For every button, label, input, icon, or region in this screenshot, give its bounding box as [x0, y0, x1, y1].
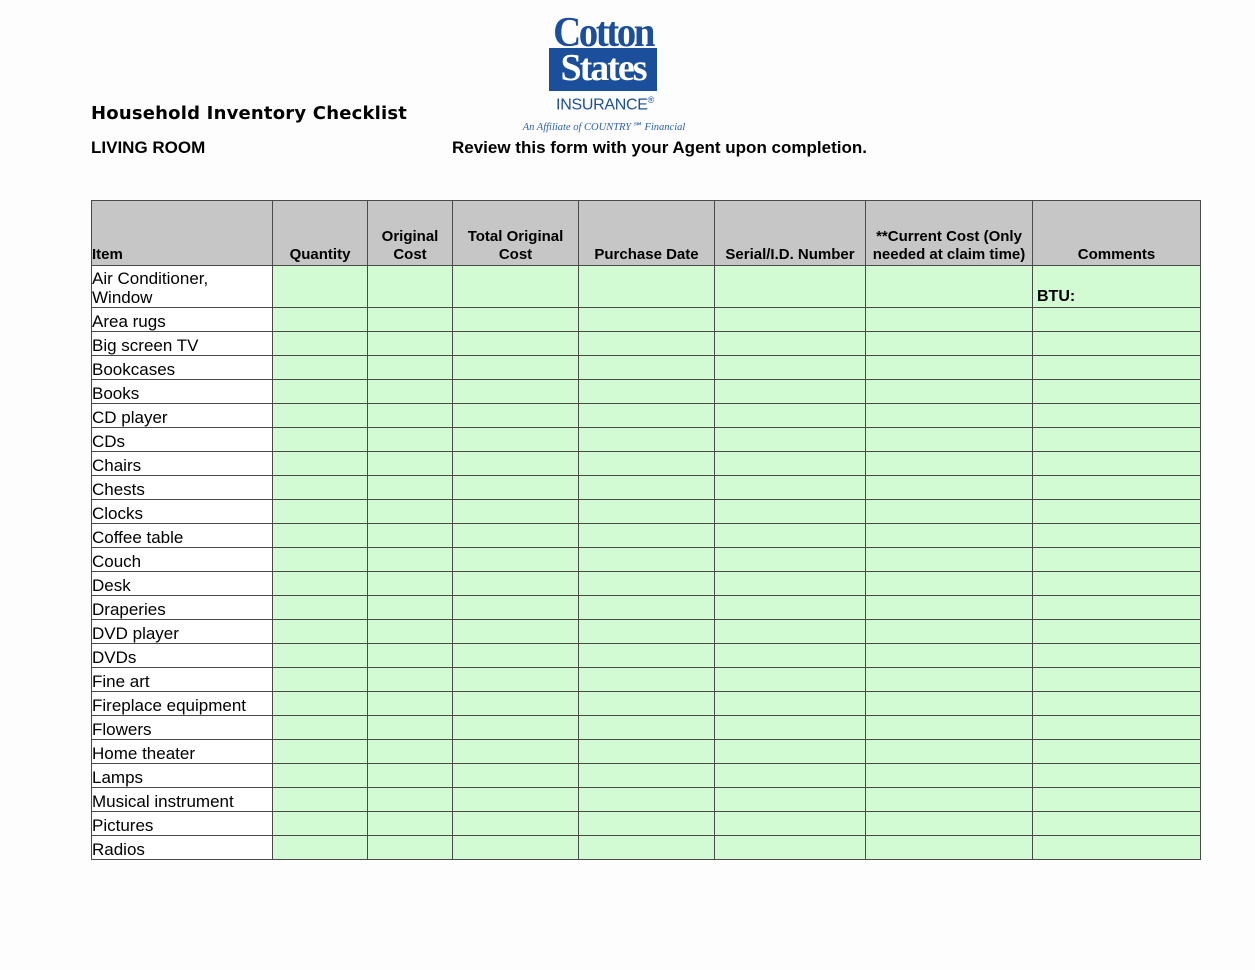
column-header-original-cost: Original Cost — [368, 201, 453, 266]
original-cost-input-cell[interactable] — [368, 380, 453, 404]
current-cost-input-cell[interactable] — [866, 596, 1033, 620]
item-name-cell: Big screen TV — [92, 332, 273, 356]
table-row — [92, 404, 1201, 428]
original-cost-input-cell[interactable] — [368, 404, 453, 428]
original-cost-input-cell[interactable] — [368, 620, 453, 644]
item-name-cell: Clocks — [92, 500, 273, 524]
quantity-input-cell[interactable] — [273, 716, 368, 740]
current-cost-input-cell[interactable] — [866, 740, 1033, 764]
purchase-date-input-cell[interactable] — [579, 404, 715, 428]
purchase-date-input-cell[interactable] — [579, 332, 715, 356]
total-original-cost-input-cell[interactable] — [453, 716, 579, 740]
total-original-cost-input-cell[interactable] — [453, 596, 579, 620]
current-cost-input-cell[interactable] — [866, 308, 1033, 332]
original-cost-input-cell[interactable] — [368, 452, 453, 476]
serial-number-input-cell[interactable] — [715, 572, 866, 596]
original-cost-input-cell[interactable] — [368, 668, 453, 692]
current-cost-input-cell[interactable] — [866, 404, 1033, 428]
original-cost-input-cell[interactable] — [368, 836, 453, 860]
serial-number-input-cell[interactable] — [715, 452, 866, 476]
comments-input-cell[interactable] — [1033, 476, 1201, 500]
review-note: Review this form with your Agent upon completion. — [452, 138, 867, 157]
quantity-input-cell[interactable] — [273, 572, 368, 596]
comments-input-cell[interactable] — [1033, 668, 1201, 692]
purchase-date-input-cell[interactable] — [579, 380, 715, 404]
purchase-date-input-cell[interactable] — [579, 812, 715, 836]
comments-input-cell[interactable] — [1033, 812, 1201, 836]
item-name-cell: Desk — [92, 572, 273, 596]
current-cost-input-cell[interactable] — [866, 812, 1033, 836]
quantity-input-cell[interactable] — [273, 452, 368, 476]
table-row — [92, 716, 1201, 740]
item-name-cell: Chests — [92, 476, 273, 500]
column-header-current-cost: **Current Cost (Only needed at claim time) — [866, 201, 1033, 266]
purchase-date-input-cell[interactable] — [579, 524, 715, 548]
item-name-cell: Musical instrument — [92, 788, 273, 812]
current-cost-input-cell[interactable] — [866, 428, 1033, 452]
purchase-date-input-cell[interactable] — [579, 452, 715, 476]
current-cost-input-cell[interactable] — [866, 668, 1033, 692]
original-cost-input-cell[interactable] — [368, 428, 453, 452]
table-row — [92, 380, 1201, 404]
item-name-cell: Chairs — [92, 452, 273, 476]
comments-input-cell[interactable] — [1033, 644, 1201, 668]
item-name-cell: CD player — [92, 404, 273, 428]
purchase-date-input-cell[interactable] — [579, 836, 715, 860]
purchase-date-input-cell[interactable] — [579, 548, 715, 572]
total-original-cost-input-cell[interactable] — [453, 668, 579, 692]
item-name-cell: Fireplace equipment — [92, 692, 273, 716]
comments-input-cell[interactable] — [1033, 572, 1201, 596]
total-original-cost-input-cell[interactable] — [453, 500, 579, 524]
serial-number-input-cell[interactable] — [715, 812, 866, 836]
logo-line-states: States — [560, 47, 646, 89]
logo-line-insurance — [544, 92, 666, 113]
original-cost-input-cell[interactable] — [368, 692, 453, 716]
purchase-date-input-cell[interactable] — [579, 788, 715, 812]
current-cost-input-cell[interactable] — [866, 788, 1033, 812]
purchase-date-input-cell[interactable] — [579, 500, 715, 524]
current-cost-input-cell[interactable] — [866, 644, 1033, 668]
table-row — [92, 668, 1201, 692]
quantity-input-cell[interactable] — [273, 836, 368, 860]
current-cost-input-cell[interactable] — [866, 452, 1033, 476]
total-original-cost-input-cell[interactable] — [453, 764, 579, 788]
comments-input-cell[interactable] — [1033, 620, 1201, 644]
comments-input-cell[interactable] — [1033, 500, 1201, 524]
serial-number-input-cell[interactable] — [715, 644, 866, 668]
current-cost-input-cell[interactable] — [866, 266, 1033, 308]
quantity-input-cell[interactable] — [273, 266, 368, 308]
item-name-cell: Draperies — [92, 596, 273, 620]
serial-number-input-cell[interactable] — [715, 380, 866, 404]
serial-number-input-cell[interactable] — [715, 404, 866, 428]
table-row — [92, 572, 1201, 596]
comments-input-cell[interactable] — [1033, 404, 1201, 428]
serial-number-input-cell[interactable] — [715, 764, 866, 788]
purchase-date-input-cell[interactable] — [579, 764, 715, 788]
serial-number-input-cell[interactable] — [715, 524, 866, 548]
table-row — [92, 596, 1201, 620]
inventory-body — [92, 266, 1201, 860]
total-original-cost-input-cell[interactable] — [453, 428, 579, 452]
purchase-date-input-cell[interactable] — [579, 266, 715, 308]
purchase-date-input-cell[interactable] — [579, 692, 715, 716]
total-original-cost-input-cell[interactable] — [453, 812, 579, 836]
table-row — [92, 740, 1201, 764]
item-name-cell: Couch — [92, 548, 273, 572]
serial-number-input-cell[interactable] — [715, 476, 866, 500]
serial-number-input-cell[interactable] — [715, 836, 866, 860]
total-original-cost-input-cell[interactable] — [453, 572, 579, 596]
table-row — [92, 356, 1201, 380]
table-header-row — [92, 201, 1201, 266]
item-name-cell: DVDs — [92, 644, 273, 668]
item-name-cell: Pictures — [92, 812, 273, 836]
total-original-cost-input-cell[interactable] — [453, 620, 579, 644]
comments-input-cell[interactable] — [1033, 764, 1201, 788]
quantity-input-cell[interactable] — [273, 428, 368, 452]
total-original-cost-input-cell[interactable] — [453, 548, 579, 572]
item-name-cell: CDs — [92, 428, 273, 452]
table-row — [92, 812, 1201, 836]
comments-input-cell[interactable] — [1033, 524, 1201, 548]
quantity-input-cell[interactable] — [273, 476, 368, 500]
total-original-cost-input-cell[interactable] — [453, 644, 579, 668]
serial-number-input-cell[interactable] — [715, 740, 866, 764]
quantity-input-cell[interactable] — [273, 596, 368, 620]
comments-input-cell[interactable] — [1033, 356, 1201, 380]
original-cost-input-cell[interactable] — [368, 716, 453, 740]
serial-number-input-cell[interactable] — [715, 356, 866, 380]
quantity-input-cell[interactable] — [273, 380, 368, 404]
current-cost-input-cell[interactable] — [866, 572, 1033, 596]
item-name-cell: Books — [92, 380, 273, 404]
logo-line-cotton: Cotton — [553, 9, 653, 56]
original-cost-input-cell[interactable] — [368, 548, 453, 572]
purchase-date-input-cell[interactable] — [579, 620, 715, 644]
item-name-cell: Flowers — [92, 716, 273, 740]
column-header-serial-number: Serial/I.D. Number — [715, 201, 866, 266]
quantity-input-cell[interactable] — [273, 788, 368, 812]
serial-number-input-cell[interactable] — [715, 308, 866, 332]
quantity-input-cell[interactable] — [273, 668, 368, 692]
quantity-input-cell[interactable] — [273, 764, 368, 788]
item-name-cell: Air Conditioner, Window — [92, 266, 273, 308]
original-cost-input-cell[interactable] — [368, 764, 453, 788]
serial-number-input-cell[interactable] — [715, 620, 866, 644]
current-cost-input-cell[interactable] — [866, 764, 1033, 788]
quantity-input-cell[interactable] — [273, 812, 368, 836]
total-original-cost-input-cell[interactable] — [453, 452, 579, 476]
serial-number-input-cell[interactable] — [715, 716, 866, 740]
registered-mark: ® — [647, 95, 654, 105]
total-original-cost-input-cell[interactable] — [453, 692, 579, 716]
original-cost-input-cell[interactable] — [368, 812, 453, 836]
total-original-cost-input-cell[interactable] — [453, 788, 579, 812]
total-original-cost-input-cell[interactable] — [453, 380, 579, 404]
table-row — [92, 308, 1201, 332]
current-cost-input-cell[interactable] — [866, 620, 1033, 644]
current-cost-input-cell[interactable] — [866, 476, 1033, 500]
serial-number-input-cell[interactable] — [715, 596, 866, 620]
purchase-date-input-cell[interactable] — [579, 644, 715, 668]
serial-number-input-cell[interactable] — [715, 332, 866, 356]
purchase-date-input-cell[interactable] — [579, 356, 715, 380]
item-name-cell: Fine art — [92, 668, 273, 692]
original-cost-input-cell[interactable] — [368, 356, 453, 380]
original-cost-input-cell[interactable] — [368, 524, 453, 548]
quantity-input-cell[interactable] — [273, 548, 368, 572]
total-original-cost-input-cell[interactable] — [453, 332, 579, 356]
current-cost-input-cell[interactable] — [866, 356, 1033, 380]
comments-input-cell[interactable] — [1033, 788, 1201, 812]
table-row — [92, 332, 1201, 356]
table-row — [92, 620, 1201, 644]
table-row — [92, 452, 1201, 476]
item-name-cell: Area rugs — [92, 308, 273, 332]
serial-number-input-cell[interactable] — [715, 788, 866, 812]
quantity-input-cell[interactable] — [273, 644, 368, 668]
quantity-input-cell[interactable] — [273, 404, 368, 428]
current-cost-input-cell[interactable] — [866, 692, 1033, 716]
table-row — [92, 692, 1201, 716]
comments-input-cell[interactable] — [1033, 332, 1201, 356]
original-cost-input-cell[interactable] — [368, 332, 453, 356]
room-label: LIVING ROOM — [91, 138, 206, 157]
total-original-cost-input-cell[interactable] — [453, 740, 579, 764]
quantity-input-cell[interactable] — [273, 692, 368, 716]
current-cost-input-cell[interactable] — [866, 836, 1033, 860]
current-cost-input-cell[interactable] — [866, 524, 1033, 548]
serial-number-input-cell[interactable] — [715, 692, 866, 716]
comments-input-cell[interactable] — [1033, 548, 1201, 572]
purchase-date-input-cell[interactable] — [579, 668, 715, 692]
original-cost-input-cell[interactable] — [368, 596, 453, 620]
quantity-input-cell[interactable] — [273, 740, 368, 764]
table-row — [92, 476, 1201, 500]
table-row — [92, 548, 1201, 572]
page-title: Household Inventory Checklist — [91, 103, 408, 124]
item-name-cell: Bookcases — [92, 356, 273, 380]
original-cost-input-cell[interactable] — [368, 572, 453, 596]
affiliate-tagline: An Affiliate of COUNTRY℠ Financial — [522, 122, 686, 133]
column-header-total-original-cost: Total Original Cost — [453, 201, 579, 266]
purchase-date-input-cell[interactable] — [579, 428, 715, 452]
table-row — [92, 500, 1201, 524]
comments-input-cell[interactable] — [1033, 452, 1201, 476]
table-row — [92, 788, 1201, 812]
comments-input-cell[interactable] — [1033, 716, 1201, 740]
purchase-date-input-cell[interactable] — [579, 308, 715, 332]
comments-input-cell[interactable] — [1033, 308, 1201, 332]
table-row — [92, 644, 1201, 668]
serial-number-input-cell[interactable] — [715, 548, 866, 572]
total-original-cost-input-cell[interactable] — [453, 404, 579, 428]
quantity-input-cell[interactable] — [273, 356, 368, 380]
item-name-cell: Lamps — [92, 764, 273, 788]
comments-input-cell[interactable] — [1033, 380, 1201, 404]
original-cost-input-cell[interactable] — [368, 308, 453, 332]
item-name-cell: Home theater — [92, 740, 273, 764]
total-original-cost-input-cell[interactable] — [453, 308, 579, 332]
original-cost-input-cell[interactable] — [368, 740, 453, 764]
current-cost-input-cell[interactable] — [866, 380, 1033, 404]
inventory-table — [91, 200, 1201, 860]
quantity-input-cell[interactable] — [273, 332, 368, 356]
original-cost-input-cell[interactable] — [368, 476, 453, 500]
original-cost-input-cell[interactable] — [368, 266, 453, 308]
column-header-item: Item — [92, 201, 273, 266]
total-original-cost-input-cell[interactable] — [453, 476, 579, 500]
serial-number-input-cell[interactable] — [715, 500, 866, 524]
column-header-comments: Comments — [1033, 201, 1201, 266]
purchase-date-input-cell[interactable] — [579, 716, 715, 740]
quantity-input-cell[interactable] — [273, 308, 368, 332]
total-original-cost-input-cell[interactable] — [453, 266, 579, 308]
logo-insurance-text: INSURANCE — [556, 96, 648, 114]
comments-input-cell[interactable] — [1033, 692, 1201, 716]
item-name-cell: DVD player — [92, 620, 273, 644]
item-name-cell: Radios — [92, 836, 273, 860]
original-cost-input-cell[interactable] — [368, 788, 453, 812]
column-header-quantity: Quantity — [273, 201, 368, 266]
total-original-cost-input-cell[interactable] — [453, 836, 579, 860]
current-cost-input-cell[interactable] — [866, 332, 1033, 356]
comments-input-cell[interactable] — [1033, 428, 1201, 452]
current-cost-input-cell[interactable] — [866, 548, 1033, 572]
purchase-date-input-cell[interactable] — [579, 596, 715, 620]
total-original-cost-input-cell[interactable] — [453, 524, 579, 548]
purchase-date-input-cell[interactable] — [579, 572, 715, 596]
table-row — [92, 266, 1201, 308]
table-row — [92, 428, 1201, 452]
quantity-input-cell[interactable] — [273, 500, 368, 524]
quantity-input-cell[interactable] — [273, 620, 368, 644]
original-cost-input-cell[interactable] — [368, 500, 453, 524]
comments-input-cell[interactable]: BTU: — [1033, 266, 1201, 308]
original-cost-input-cell[interactable] — [368, 644, 453, 668]
table-row — [92, 524, 1201, 548]
column-header-purchase-date: Purchase Date — [579, 201, 715, 266]
current-cost-input-cell[interactable] — [866, 716, 1033, 740]
comments-input-cell[interactable] — [1033, 740, 1201, 764]
current-cost-input-cell[interactable] — [866, 500, 1033, 524]
serial-number-input-cell[interactable] — [715, 428, 866, 452]
comments-input-cell[interactable] — [1033, 596, 1201, 620]
table-row — [92, 764, 1201, 788]
serial-number-input-cell[interactable] — [715, 266, 866, 308]
table-row — [92, 836, 1201, 860]
purchase-date-input-cell[interactable] — [579, 740, 715, 764]
total-original-cost-input-cell[interactable] — [453, 356, 579, 380]
comments-input-cell[interactable] — [1033, 836, 1201, 860]
item-name-cell: Coffee table — [92, 524, 273, 548]
quantity-input-cell[interactable] — [273, 524, 368, 548]
serial-number-input-cell[interactable] — [715, 668, 866, 692]
purchase-date-input-cell[interactable] — [579, 476, 715, 500]
